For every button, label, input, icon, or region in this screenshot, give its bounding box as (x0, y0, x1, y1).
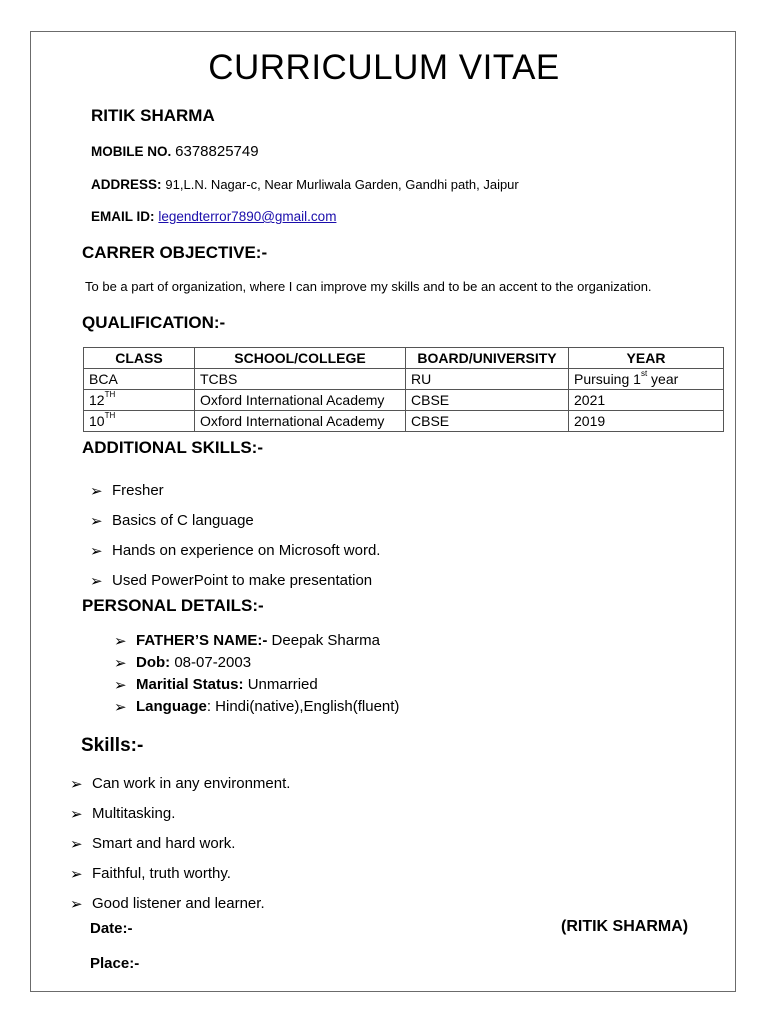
personal-details-list (114, 632, 399, 720)
signature-name: (RITIK SHARMA) (561, 918, 689, 935)
arrow-bullet-icon: ➢ (70, 776, 83, 793)
column-header: YEAR (569, 348, 724, 369)
list-item: ➢ Language: Hindi(native),English(fluent) (114, 698, 400, 716)
list-item: ➢ Used PowerPoint to make presentation (90, 572, 373, 590)
list-item: ➢ Hands on experience on Microsoft word. (90, 542, 381, 560)
class-cell: 12TH (84, 390, 195, 411)
year-cell: Pursuing 1st year (569, 369, 724, 390)
year-cell: 2021 (569, 390, 724, 411)
board-cell: CBSE (406, 390, 569, 411)
additional-skills-list (90, 482, 380, 602)
personal-details-heading: PERSONAL DETAILS:- (82, 596, 264, 615)
date-label: Date:- (90, 920, 133, 937)
board-cell: CBSE (406, 411, 569, 432)
column-header: SCHOOL/COLLEGE (195, 348, 406, 369)
mobile-line (91, 143, 259, 160)
arrow-bullet-icon: ➢ (114, 655, 127, 672)
table-header-row (84, 348, 724, 369)
objective-text: To be a part of organization, where I can improve my skills and to be an accent to the organization. (85, 279, 652, 294)
address-line (91, 176, 519, 192)
arrow-bullet-icon: ➢ (90, 483, 103, 500)
email-label: EMAIL ID: (91, 209, 155, 224)
address-value: 91,L.N. Nagar-c, Near Murliwala Garden, Gandhi path, Jaipur (165, 177, 519, 192)
additional-skills-heading: ADDITIONAL SKILLS:- (82, 438, 264, 457)
column-header: BOARD/UNIVERSITY (406, 348, 569, 369)
arrow-bullet-icon: ➢ (114, 677, 127, 694)
candidate-name: RITIK SHARMA (91, 106, 215, 125)
skills-list (70, 775, 290, 925)
list-item: ➢ Good listener and learner. (70, 895, 265, 913)
page-title: CURRICULUM VITAE (208, 48, 560, 87)
school-cell: TCBS (195, 369, 406, 390)
arrow-bullet-icon: ➢ (90, 573, 103, 590)
email-link[interactable]: legendterror7890@gmail.com (158, 209, 337, 224)
list-item: ➢ Can work in any environment. (70, 775, 291, 793)
mobile-label: MOBILE NO. (91, 144, 172, 159)
class-cell: 10TH (84, 411, 195, 432)
list-item: ➢ Faithful, truth worthy. (70, 865, 231, 883)
list-item: ➢ Dob: 08-07-2003 (114, 654, 252, 672)
list-item: ➢ Maritial Status: Unmarried (114, 676, 318, 694)
qualification-heading: QUALIFICATION:- (82, 313, 226, 332)
arrow-bullet-icon: ➢ (114, 699, 127, 716)
arrow-bullet-icon: ➢ (90, 543, 103, 560)
arrow-bullet-icon: ➢ (70, 806, 83, 823)
arrow-bullet-icon: ➢ (90, 513, 103, 530)
arrow-bullet-icon: ➢ (70, 866, 83, 883)
list-item: ➢ FATHER’S NAME:- Deepak Sharma (114, 632, 380, 650)
arrow-bullet-icon: ➢ (70, 836, 83, 853)
school-cell: Oxford International Academy (195, 411, 406, 432)
list-item: ➢ Basics of C language (90, 512, 254, 530)
arrow-bullet-icon: ➢ (70, 896, 83, 913)
class-cell: BCA (84, 369, 195, 390)
arrow-bullet-icon: ➢ (114, 633, 127, 650)
objective-heading: CARRER OBJECTIVE:- (82, 243, 268, 262)
address-label: ADDRESS: (91, 177, 162, 192)
column-header: CLASS (84, 348, 195, 369)
list-item: ➢ Multitasking. (70, 805, 176, 823)
table-row (84, 369, 724, 390)
table-row (84, 390, 724, 411)
qualification-table (83, 347, 724, 432)
place-label: Place:- (90, 955, 140, 972)
school-cell: Oxford International Academy (195, 390, 406, 411)
mobile-value: 6378825749 (175, 143, 259, 160)
board-cell: RU (406, 369, 569, 390)
cv-page (30, 31, 736, 992)
table-row (84, 411, 724, 432)
list-item: ➢ Fresher (90, 482, 164, 500)
list-item: ➢ Smart and hard work. (70, 835, 236, 853)
email-line (91, 208, 336, 224)
year-cell: 2019 (569, 411, 724, 432)
skills-heading: Skills:- (81, 735, 144, 756)
